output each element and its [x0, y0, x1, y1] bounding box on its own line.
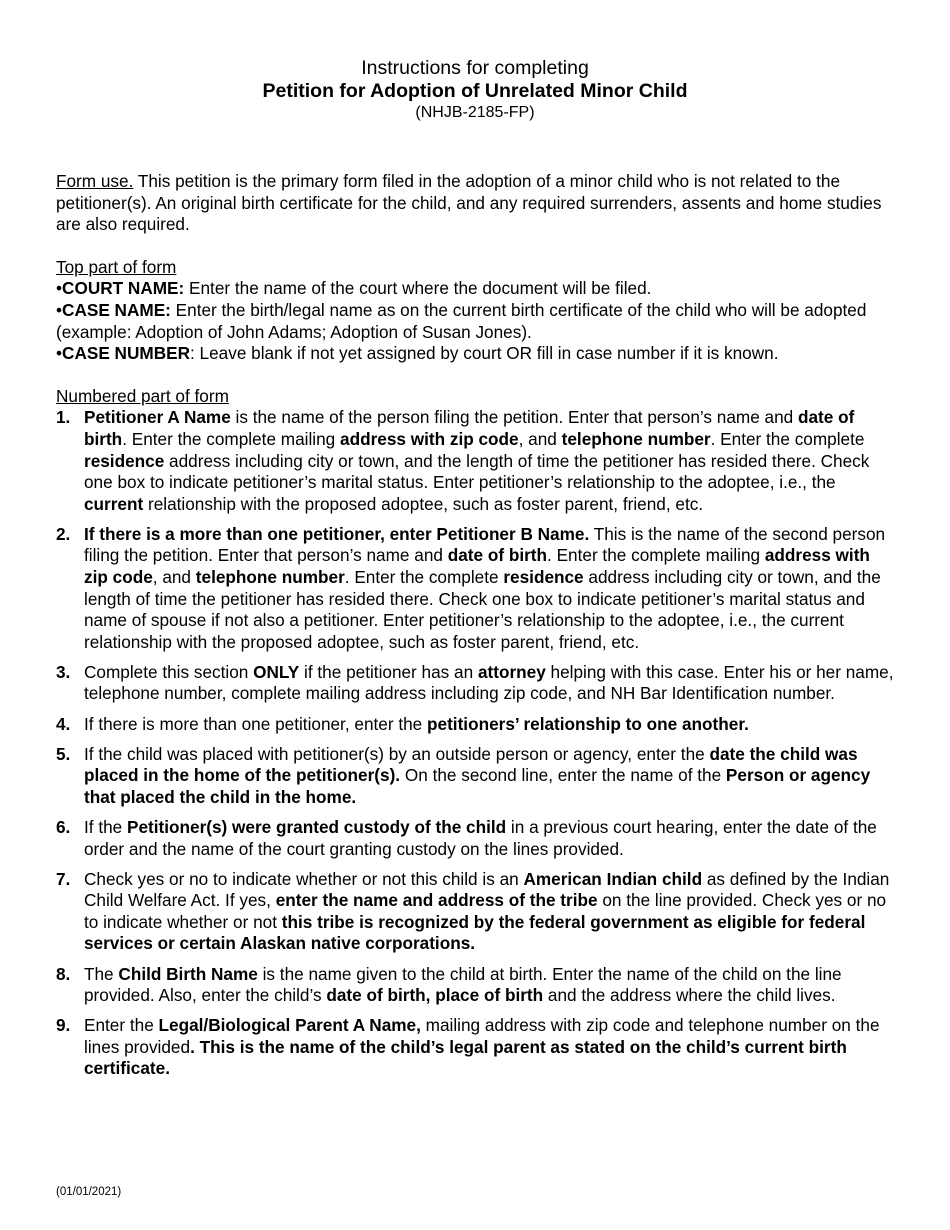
item-text-segment: residence — [84, 450, 165, 471]
item-text-segment: If there is more than one petitioner, enter the — [84, 713, 428, 734]
form-use-label: Form use. — [56, 171, 134, 191]
item-text-segment: ONLY — [253, 661, 300, 682]
item-text-segment: telephone number — [195, 567, 345, 587]
item-text-segment: . Enter the complete — [710, 428, 865, 449]
item-text-segment: date of birth — [447, 545, 548, 566]
case-number-text: : Leave blank if not yet assigned by court OR fill in case number if it is known. — [190, 343, 779, 364]
item-text-segment: . Enter the complete mailing — [547, 545, 765, 566]
footer-date: (01/01/2021) — [56, 1186, 122, 1198]
top-part-item-case-number — [56, 343, 894, 365]
item-text-segment: if the petitioner has an — [299, 661, 478, 682]
item-text-segment: Petitioner A Name — [84, 407, 231, 428]
item-text-segment: American Indian child — [523, 868, 703, 889]
case-name-text: Enter the birth/legal name as on the current birth certificate of the child who will be adopted (example: Adoption of John Adams; Adoption of Susan Jones). — [56, 299, 867, 342]
top-part-item-case-name — [56, 300, 894, 343]
item-text-segment: . Enter the complete mailing — [122, 428, 341, 449]
bullet-icon: • — [56, 278, 63, 299]
numbered-item-7 — [56, 869, 894, 955]
item-number: 5. — [56, 743, 71, 764]
item-text-segment: on the line provided. Check yes or no to indicate whether or not — [84, 890, 887, 932]
item-text-segment: If the — [84, 816, 127, 837]
item-text-segment: The — [84, 963, 119, 984]
numbered-item-1 — [56, 407, 894, 515]
numbered-list — [56, 407, 894, 1080]
item-text-segment: Check yes or no to indicate whether or not this child is an — [84, 868, 524, 889]
item-text-segment: is the name of the person filing the petition. Enter that person’s name and — [230, 407, 798, 428]
form-code: (NHJB-2185-FP) — [415, 104, 535, 121]
form-use-paragraph — [56, 171, 894, 236]
numbered-item-3 — [56, 662, 894, 705]
numbered-item-4 — [56, 714, 894, 736]
item-text-segment: is the name given to the child at birth. Enter the name of the child on the line provided. Also, enter the child’s — [84, 963, 842, 1006]
numbered-item-6 — [56, 817, 894, 860]
numbered-part-heading: Numbered part of form — [56, 385, 229, 406]
title-line-1: Instructions for completing — [361, 57, 589, 79]
item-text-segment: attorney — [477, 661, 546, 682]
title-block — [56, 57, 894, 123]
item-text-segment: Person or agency that placed the child in the home. — [84, 765, 871, 807]
item-number: 6. — [56, 816, 71, 837]
item-text-segment: petitioners’ relationship to one another. — [427, 713, 749, 734]
form-use-text: This petition is the primary form filed in the adoption of a minor child who is not related to the petitioner(s). An original birth certificate for the child, and any required surrenders, assents and home studies are also required. — [56, 171, 882, 235]
item-text-segment: enter the name and address of the tribe — [275, 890, 598, 911]
item-text-segment: residence — [503, 567, 584, 587]
case-name-label: CASE NAME: — [62, 299, 171, 320]
item-text-segment: . Enter the complete — [344, 567, 504, 587]
item-number: 9. — [56, 1015, 71, 1036]
item-number: 8. — [56, 963, 71, 984]
item-text-segment: current — [84, 493, 144, 514]
item-text-segment: Legal/Biological Parent A Name, — [158, 1015, 421, 1036]
item-text-segment: and the address where the child lives. — [543, 985, 836, 1006]
item-text-segment: as defined by the Indian Child Welfare Act. If yes, — [84, 868, 890, 911]
item-text-segment: address with zip code — [84, 545, 870, 587]
bullet-icon: • — [56, 343, 63, 364]
item-text-segment: helping with this case. Enter his or her name, telephone number, complete mailing address including zip code, and NH Bar Identification number. — [84, 661, 894, 704]
item-text-segment: . This is the name of the child’s legal parent as stated on the child’s current birth certificate. — [84, 1036, 847, 1079]
item-text-segment: , and — [152, 567, 196, 587]
item-text-segment: this tribe is recognized by the federal government as eligible for federal services or certain Alaskan native corporations. — [84, 911, 866, 954]
item-text-segment: On the second line, enter the name of the — [400, 765, 726, 786]
numbered-item-8 — [56, 964, 894, 1007]
top-part-section — [56, 257, 894, 365]
numbered-item-9 — [56, 1015, 894, 1080]
item-text-segment: address including city or town, and the length of time the petitioner has resided there. Check one box to indicate petitioner’s marital status and name of spouse if not also a petitioner. Enter petitioner’s relationship to the adoptee, i.e., the current relationship with the proposed adoptee, such as foster parent, friend, etc. — [84, 567, 881, 652]
numbered-part-section — [56, 386, 894, 1080]
item-text-segment: address with zip code — [340, 428, 519, 449]
item-text-segment: mailing address with zip code and telephone number on the lines provided — [84, 1015, 880, 1057]
item-text-segment: If there is a more than one petitioner, enter Petitioner B Name. — [84, 523, 590, 544]
item-text-segment: Petitioner(s) were granted custody of the child — [127, 816, 507, 837]
item-text-segment: telephone number — [561, 428, 711, 449]
item-number: 7. — [56, 868, 71, 889]
item-text-segment: date the child was placed in the home of the petitioner(s). — [84, 743, 858, 786]
court-name-text: Enter the name of the court where the document will be filed. — [184, 278, 652, 299]
item-text-segment: address including city or town, and the length of time the petitioner has resided there. Check one box to indicate petitioner’s marital status. Enter petitioner’s relationship to the adoptee, i.e., the — [84, 450, 870, 493]
item-number: 4. — [56, 713, 71, 734]
court-name-label: COURT NAME: — [62, 278, 185, 299]
item-text-segment: If the child was placed with petitioner(s) by an outside person or agency, enter the — [84, 743, 710, 764]
item-text-segment: relationship with the proposed adoptee, such as foster parent, friend, etc. — [143, 493, 704, 514]
case-number-label: CASE NUMBER — [62, 343, 190, 364]
item-number: 1. — [56, 407, 71, 428]
item-text-segment: Child Birth Name — [118, 963, 258, 984]
item-text-segment: Complete this section — [84, 661, 254, 682]
item-text-segment: date of birth, place of birth — [326, 985, 544, 1006]
item-number: 3. — [56, 661, 71, 682]
item-text-segment: Enter the — [84, 1015, 159, 1036]
numbered-item-5 — [56, 744, 894, 809]
title-line-2: Petition for Adoption of Unrelated Minor Child — [262, 80, 688, 102]
item-text-segment: This is the name of the second person filing the petition. Enter that person’s name and — [84, 523, 886, 566]
item-number: 2. — [56, 523, 71, 544]
top-part-heading: Top part of form — [56, 256, 177, 277]
numbered-item-2 — [56, 524, 894, 654]
bullet-icon: • — [56, 299, 63, 320]
top-part-item-court-name — [56, 278, 894, 300]
item-text-segment: in a previous court hearing, enter the date of the order and the name of the court granting custody on the lines provided. — [84, 816, 877, 859]
item-text-segment: , and — [518, 428, 562, 449]
item-text-segment: date of birth — [84, 407, 855, 449]
